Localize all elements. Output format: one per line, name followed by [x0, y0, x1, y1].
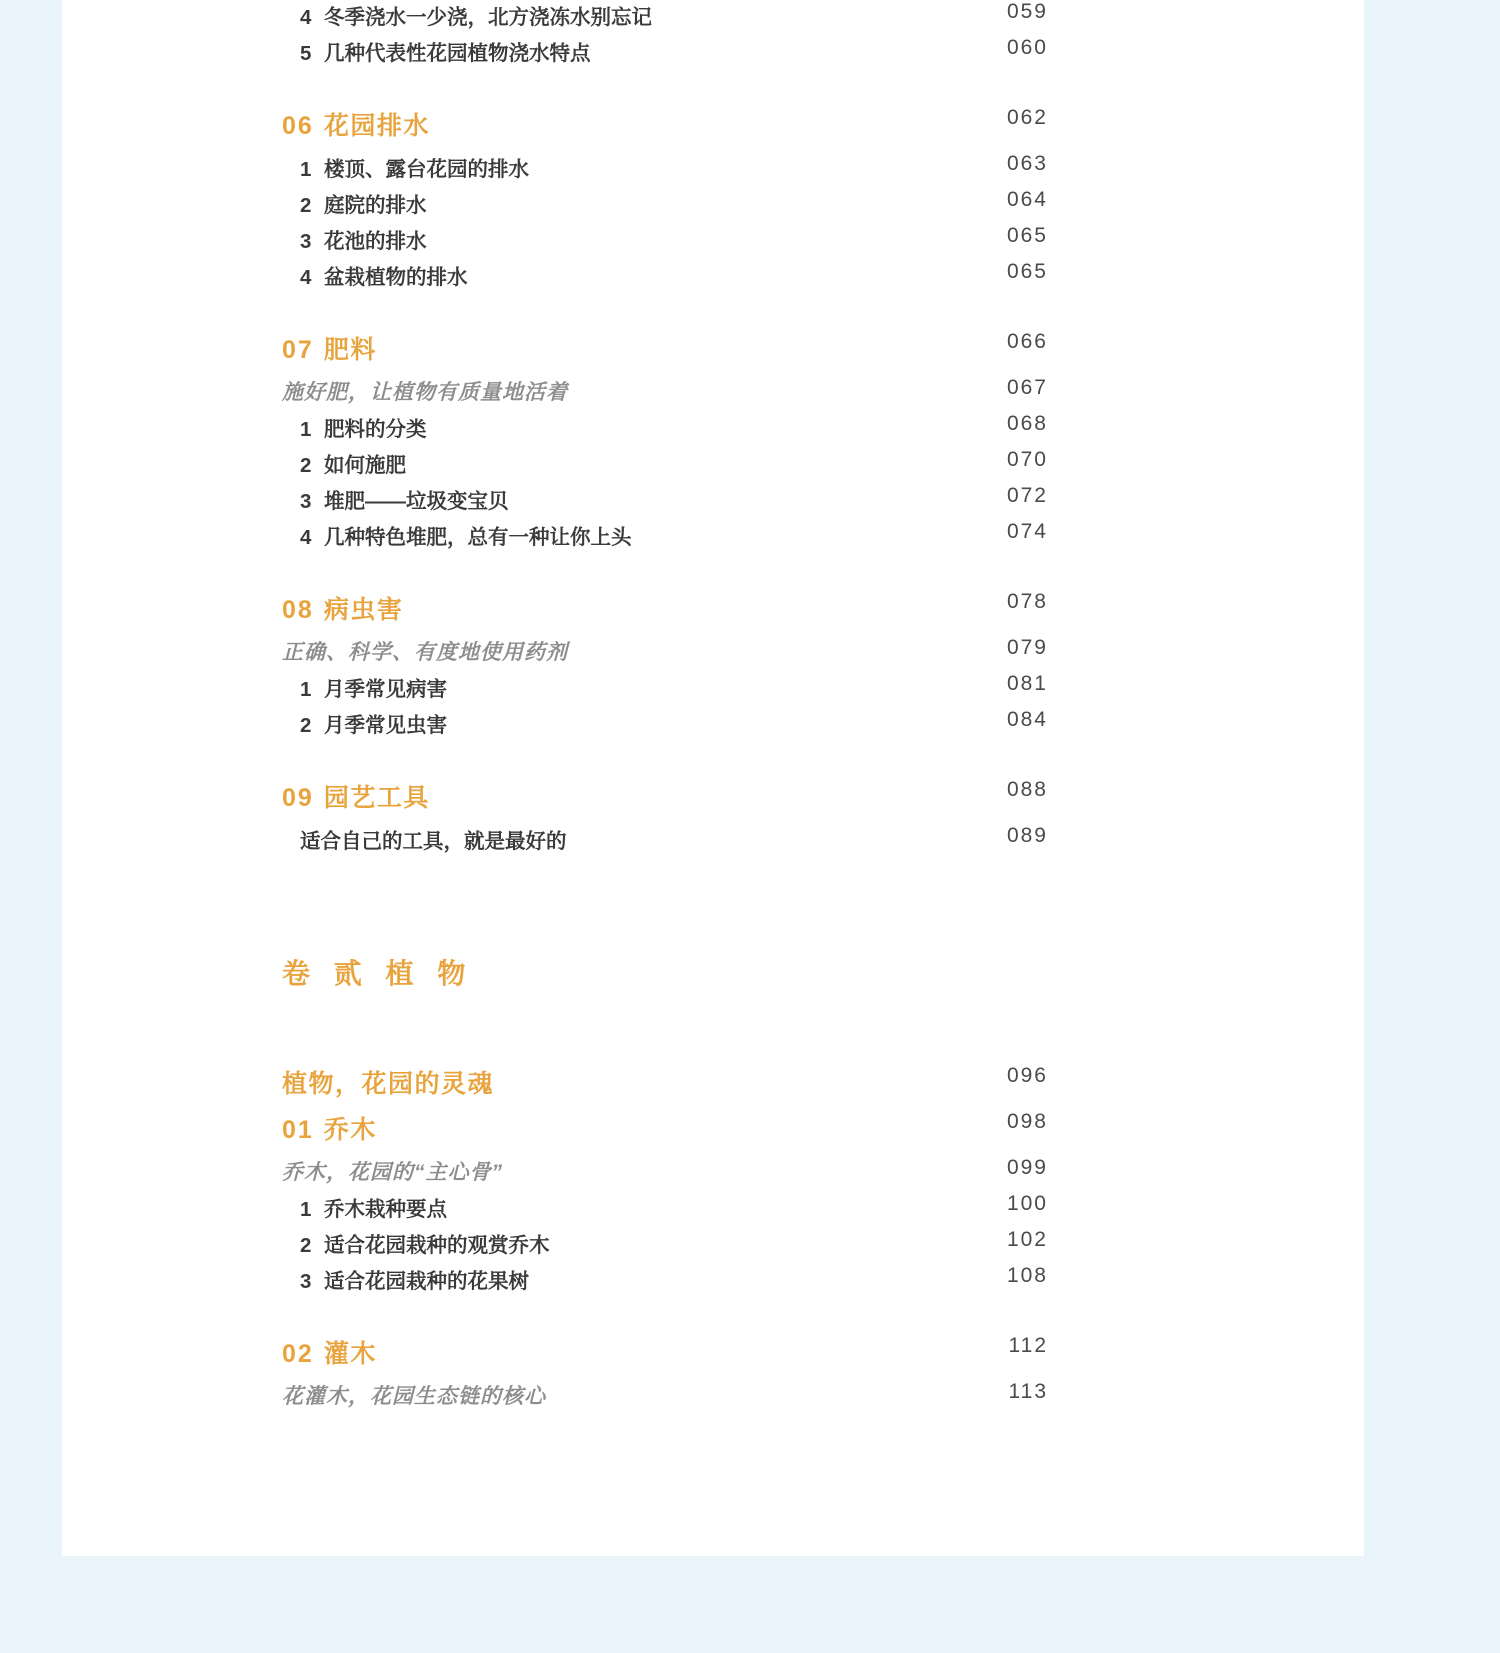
toc-entry-number: 2: [300, 454, 312, 477]
toc-page-number: 081: [1006, 672, 1048, 695]
toc-volume-title: [62, 952, 1364, 1004]
toc-chapter-entry[interactable]: [62, 106, 1364, 152]
table-of-contents: [62, 0, 1364, 1416]
toc-sub-entry[interactable]: [62, 448, 1364, 484]
toc-page-number: 099: [1006, 1156, 1048, 1179]
toc-chapter-number: 07: [282, 336, 314, 364]
toc-entry-number: 2: [300, 714, 312, 737]
toc-chapter-number: 06: [282, 112, 314, 140]
toc-page-number: 100: [1006, 1192, 1048, 1215]
toc-entry-label: 植物，花园的灵魂: [282, 1070, 495, 1098]
toc-chapter-subtitle[interactable]: [62, 1156, 1364, 1192]
toc-entry-label: 乔木栽种要点: [324, 1198, 447, 1221]
toc-page-number: 074: [1006, 520, 1048, 543]
toc-chapter-subtitle[interactable]: [62, 1380, 1364, 1416]
spacer: [62, 296, 1364, 330]
toc-chapter-number: 01: [282, 1116, 314, 1144]
spacer: [62, 744, 1364, 778]
toc-sub-entry[interactable]: [62, 672, 1364, 708]
toc-entry-number: 1: [300, 678, 312, 701]
toc-sub-entry[interactable]: [62, 520, 1364, 556]
toc-entry-label: 月季常见虫害: [324, 714, 447, 737]
toc-entry-label: 肥料的分类: [324, 418, 427, 441]
toc-entry-number: 5: [300, 42, 312, 65]
toc-chapter-subtitle[interactable]: [62, 376, 1364, 412]
toc-entry-label: 如何施肥: [324, 454, 406, 477]
toc-page-number: 088: [1006, 778, 1048, 801]
toc-page-number: 079: [1006, 636, 1048, 659]
toc-entry-label: 几种代表性花园植物浇水特点: [324, 42, 591, 65]
toc-page-number: 084: [1006, 708, 1048, 731]
spacer: [62, 1300, 1364, 1334]
toc-entry-label: 几种特色堆肥，总有一种让你上头: [324, 526, 632, 549]
toc-entry-number: 3: [300, 1270, 312, 1293]
toc-chapter-entry[interactable]: [62, 1334, 1364, 1380]
toc-plain-entry[interactable]: [62, 824, 1364, 860]
toc-entry-number: 1: [300, 158, 312, 181]
spacer: [62, 556, 1364, 590]
toc-entry-number: 1: [300, 418, 312, 441]
toc-sub-entry[interactable]: [62, 412, 1364, 448]
toc-entry-label: 花园排水: [323, 112, 430, 140]
toc-entry-number: 4: [300, 266, 312, 289]
toc-entry-number: 4: [300, 6, 312, 29]
toc-entry-number: 1: [300, 1198, 312, 1221]
toc-entry-label: 肥料: [323, 336, 377, 364]
toc-entry-label: 庭院的排水: [324, 194, 427, 217]
toc-entry-label: 卷 贰 植 物: [282, 958, 474, 989]
toc-sub-entry[interactable]: [62, 260, 1364, 296]
toc-page-number: 065: [1006, 224, 1048, 247]
toc-page-number: 068: [1006, 412, 1048, 435]
spacer: [62, 72, 1364, 106]
toc-page-number: 064: [1006, 188, 1048, 211]
toc-entry-label: 病虫害: [323, 596, 404, 624]
toc-chapter-number: 08: [282, 596, 314, 624]
toc-entry-label: 适合自己的工具，就是最好的: [300, 830, 567, 853]
toc-page-number: 098: [1006, 1110, 1048, 1133]
toc-sub-entry[interactable]: [62, 188, 1364, 224]
toc-entry-label: 施好肥，让植物有质量地活着: [282, 381, 568, 404]
toc-entry-label: 盆栽植物的排水: [324, 266, 468, 289]
toc-entry-label: 正确、科学、有度地使用药剂: [282, 641, 568, 664]
toc-page-number: 070: [1006, 448, 1048, 471]
toc-entry-label: 花池的排水: [324, 230, 427, 253]
toc-chapter-subtitle[interactable]: [62, 636, 1364, 672]
toc-sub-entry[interactable]: [62, 36, 1364, 72]
toc-page-number: 096: [1006, 1064, 1048, 1087]
toc-page-number: 102: [1006, 1228, 1048, 1251]
toc-entry-label: 适合花园栽种的花果树: [324, 1270, 529, 1293]
toc-entry-number: 3: [300, 230, 312, 253]
toc-sub-entry[interactable]: [62, 224, 1364, 260]
toc-page-number: 113: [1008, 1380, 1048, 1403]
toc-entry-number: 3: [300, 490, 312, 513]
toc-entry-label: 乔木: [323, 1116, 377, 1144]
toc-page-number: 062: [1006, 106, 1048, 129]
toc-entry-number: 2: [300, 194, 312, 217]
toc-page-number: 063: [1006, 152, 1048, 175]
toc-sub-entry[interactable]: [62, 1264, 1364, 1300]
toc-chapter-entry[interactable]: [62, 1110, 1364, 1156]
toc-entry-label: 堆肥——垃圾变宝贝: [324, 490, 509, 513]
toc-entry-label: 楼顶、露台花园的排水: [324, 158, 529, 181]
toc-page-number: 060: [1006, 36, 1048, 59]
toc-entry-label: 花灌木，花园生态链的核心: [282, 1385, 546, 1408]
document-page: [62, 0, 1364, 1556]
toc-sub-entry[interactable]: [62, 708, 1364, 744]
toc-sub-entry[interactable]: [62, 152, 1364, 188]
toc-sub-entry[interactable]: [62, 1228, 1364, 1264]
toc-page-number: 072: [1006, 484, 1048, 507]
toc-sub-entry[interactable]: [62, 1192, 1364, 1228]
toc-entry-label: 月季常见病害: [324, 678, 447, 701]
toc-page-number: 066: [1006, 330, 1048, 353]
toc-chapter-entry[interactable]: [62, 778, 1364, 824]
toc-entry-number: 4: [300, 526, 312, 549]
toc-section-entry[interactable]: [62, 1064, 1364, 1110]
toc-entry-label: 冬季浇水一少浇，北方浇冻水别忘记: [324, 6, 652, 29]
toc-page-number: 078: [1006, 590, 1048, 613]
toc-chapter-entry[interactable]: [62, 590, 1364, 636]
toc-page-number: 108: [1006, 1264, 1048, 1287]
toc-page-number: 059: [1006, 0, 1048, 23]
toc-page-number: 089: [1006, 824, 1048, 847]
toc-chapter-number: 02: [282, 1340, 314, 1368]
spacer: [62, 1004, 1364, 1064]
toc-page-number: 065: [1006, 260, 1048, 283]
toc-chapter-entry[interactable]: [62, 330, 1364, 376]
toc-entry-number: 2: [300, 1234, 312, 1257]
toc-entry-label: 适合花园栽种的观赏乔木: [324, 1234, 550, 1257]
toc-chapter-number: 09: [282, 784, 314, 812]
toc-page-number: 112: [1008, 1334, 1048, 1357]
toc-sub-entry[interactable]: [62, 484, 1364, 520]
toc-page-number: 067: [1006, 376, 1048, 399]
spacer: [62, 860, 1364, 952]
toc-entry-label: 灌木: [323, 1340, 377, 1368]
toc-entry-label: 乔木，花园的“主心骨”: [282, 1161, 503, 1184]
toc-entry-label: 园艺工具: [323, 784, 430, 812]
toc-sub-entry[interactable]: [62, 0, 1364, 36]
